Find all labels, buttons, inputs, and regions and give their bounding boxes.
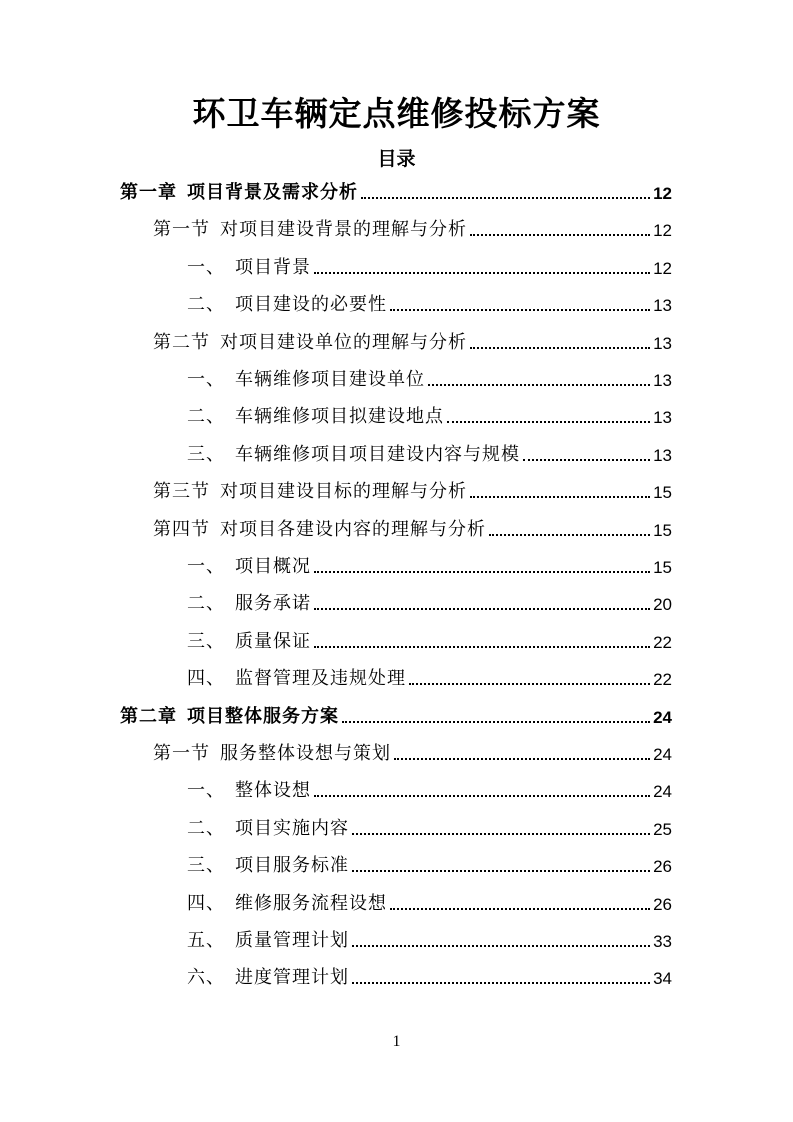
toc-entry-number: 二、 <box>187 817 225 839</box>
toc-entry-page: 12 <box>653 221 672 241</box>
toc-entry-title <box>153 215 467 241</box>
toc-entry-number: 三、 <box>187 443 225 465</box>
toc-entry[interactable] <box>187 662 672 690</box>
toc-entry[interactable] <box>187 774 672 802</box>
document-title: 环卫车辆定点维修投标方案 <box>192 94 601 133</box>
toc-entry-title <box>187 402 444 428</box>
toc-entry-number: 一、 <box>187 369 225 390</box>
toc-entry-text: 项目概况 <box>235 556 311 577</box>
toc-entry-number: 三、 <box>187 630 225 652</box>
toc-entry[interactable] <box>187 961 672 989</box>
toc-entry-text: 项目整体服务方案 <box>187 705 339 727</box>
toc-entry-number: 三、 <box>187 855 225 877</box>
toc-entry-title <box>153 477 467 503</box>
toc-entry-text: 项目背景及需求分析 <box>187 182 358 203</box>
toc-entry-text: 车辆维修项目拟建设地点 <box>235 406 444 428</box>
toc-entry[interactable] <box>187 849 672 877</box>
toc-entry-page: 13 <box>653 371 672 390</box>
toc-entry-page: 24 <box>653 707 672 727</box>
toc-dot-leader <box>361 197 650 199</box>
toc-dot-leader <box>428 384 650 386</box>
toc-entry-text: 项目服务标准 <box>235 855 349 877</box>
toc-entry[interactable] <box>187 288 672 316</box>
toc-entry-title <box>187 440 520 466</box>
toc-entry-number: 第一节 <box>153 219 210 241</box>
toc-entry-title <box>187 851 349 877</box>
toc-entry[interactable] <box>187 550 672 578</box>
toc-dot-leader <box>314 795 650 797</box>
toc-entry-number: 五、 <box>187 930 225 951</box>
toc-entry-page: 20 <box>653 595 672 615</box>
toc-dot-leader <box>523 459 650 461</box>
toc-entry[interactable] <box>187 587 672 615</box>
toc-entry-number: 第一章 <box>120 182 177 203</box>
toc-entry-page: 12 <box>653 258 672 278</box>
toc-entry-text: 对项目建设目标的理解与分析 <box>220 481 467 503</box>
toc-entry-title <box>187 814 349 840</box>
toc-entry[interactable] <box>153 213 672 241</box>
toc-entry[interactable] <box>120 700 672 728</box>
toc-dot-leader <box>470 234 650 236</box>
toc-dot-leader <box>409 683 650 685</box>
toc-entry[interactable] <box>187 625 672 653</box>
toc-entry-page: 25 <box>653 819 672 839</box>
toc-dot-leader <box>352 945 650 947</box>
toc-entry-text: 监督管理及违规处理 <box>235 668 406 690</box>
toc-entry-page: 12 <box>653 184 672 203</box>
toc-entry[interactable] <box>187 924 672 952</box>
toc-dot-leader <box>352 870 650 872</box>
toc-entry-text: 项目背景 <box>235 256 311 278</box>
toc-entry-text: 服务整体设想与策划 <box>220 743 391 764</box>
toc-dot-leader <box>390 908 650 910</box>
toc-dot-leader <box>470 496 650 498</box>
toc-dot-leader <box>489 534 650 536</box>
toc-dot-leader <box>352 982 650 984</box>
toc-entry-title <box>153 739 391 765</box>
toc-entry-title <box>187 926 349 952</box>
toc-entry-number: 二、 <box>187 593 225 615</box>
toc-entry-text: 维修服务流程设想 <box>235 892 387 914</box>
toc-entry-number: 第二节 <box>153 331 210 353</box>
toc-dot-leader <box>447 421 650 423</box>
toc-entry-page: 22 <box>653 632 672 652</box>
toc-entry-page: 24 <box>653 745 672 764</box>
toc-entry-page: 15 <box>653 520 672 540</box>
toc-entry-title <box>187 889 387 915</box>
toc-entry-page: 26 <box>653 857 672 877</box>
toc-dot-leader <box>394 758 650 760</box>
toc-entry-page: 13 <box>653 445 672 465</box>
toc-entry-page: 26 <box>653 894 672 914</box>
toc-entry-text: 对项目建设单位的理解与分析 <box>220 331 467 353</box>
toc-entry-title <box>187 589 311 615</box>
toc-entry-page: 22 <box>653 670 672 690</box>
toc-entry-number: 二、 <box>187 294 225 316</box>
toc-entry[interactable] <box>153 513 672 541</box>
toc-entry-text: 质量保证 <box>235 630 311 652</box>
toc-entry[interactable] <box>187 363 672 391</box>
toc-entry[interactable] <box>187 812 672 840</box>
toc-entry-text: 对项目各建设内容的理解与分析 <box>220 518 486 540</box>
toc-entry-title <box>187 365 425 391</box>
toc-entry-title <box>120 702 339 728</box>
toc-entry-text: 服务承诺 <box>235 593 311 615</box>
toc-entry-page: 13 <box>653 333 672 353</box>
toc-entry-title <box>187 963 349 989</box>
toc-dot-leader <box>314 571 650 573</box>
toc-entry-page: 13 <box>653 296 672 316</box>
toc-entry-text: 进度管理计划 <box>235 967 349 989</box>
toc-entry-title <box>187 253 311 279</box>
toc-entry-text: 车辆维修项目项目建设内容与规模 <box>235 443 520 465</box>
toc-dot-leader <box>342 721 650 723</box>
toc-entry-number: 一、 <box>187 256 225 278</box>
toc-dot-leader <box>470 347 650 349</box>
toc-entry-page: 13 <box>653 408 672 428</box>
toc-entry-title <box>187 776 311 802</box>
toc-entry-text: 项目实施内容 <box>235 817 349 839</box>
toc-entry-text: 项目建设的必要性 <box>235 294 387 316</box>
toc-entry[interactable] <box>187 251 672 279</box>
toc-entry[interactable] <box>120 176 672 204</box>
toc-entry-number: 第四节 <box>153 518 210 540</box>
toc-entry-number: 第二章 <box>120 705 177 727</box>
toc-entry-text: 质量管理计划 <box>235 930 349 951</box>
toc-entry-page: 15 <box>653 483 672 503</box>
toc-entry[interactable] <box>187 400 672 428</box>
toc-dot-leader <box>352 833 650 835</box>
toc-entry-number: 第一节 <box>153 743 210 764</box>
toc-entry-number: 六、 <box>187 967 225 989</box>
toc-entry[interactable] <box>153 475 672 503</box>
toc-entry-number: 四、 <box>187 668 225 690</box>
toc-entry[interactable] <box>153 326 672 354</box>
toc-heading: 目录 <box>377 148 416 170</box>
toc-entry-number: 四、 <box>187 892 225 914</box>
toc-entry-page: 33 <box>653 932 672 951</box>
toc-entry-title <box>120 178 358 204</box>
page-number: 1 <box>392 1033 401 1050</box>
toc-entry-number: 二、 <box>187 406 225 428</box>
toc-entry-page: 24 <box>653 782 672 802</box>
toc-dot-leader <box>314 272 650 274</box>
toc-entry-title <box>187 627 311 653</box>
toc-entry[interactable] <box>187 438 672 466</box>
toc-dot-leader <box>314 646 650 648</box>
toc-entry-text: 车辆维修项目建设单位 <box>235 369 425 390</box>
toc-entry-title <box>187 552 311 578</box>
toc-dot-leader <box>314 608 650 610</box>
toc-entry-title <box>187 664 406 690</box>
toc-entry-text: 对项目建设背景的理解与分析 <box>220 219 467 241</box>
toc-entry[interactable] <box>153 737 672 765</box>
toc-entry-number: 一、 <box>187 556 225 577</box>
toc-entry-number: 一、 <box>187 780 225 802</box>
toc-entry[interactable] <box>187 887 672 915</box>
toc-entry-title <box>187 290 387 316</box>
toc-entry-text: 整体设想 <box>235 780 311 802</box>
toc-entry-number: 第三节 <box>153 481 210 503</box>
toc-entry-page: 15 <box>653 558 672 577</box>
toc-entry-page: 34 <box>653 969 672 989</box>
toc-entry-title <box>153 515 486 541</box>
toc-entry-title <box>153 328 467 354</box>
toc-dot-leader <box>390 309 650 311</box>
